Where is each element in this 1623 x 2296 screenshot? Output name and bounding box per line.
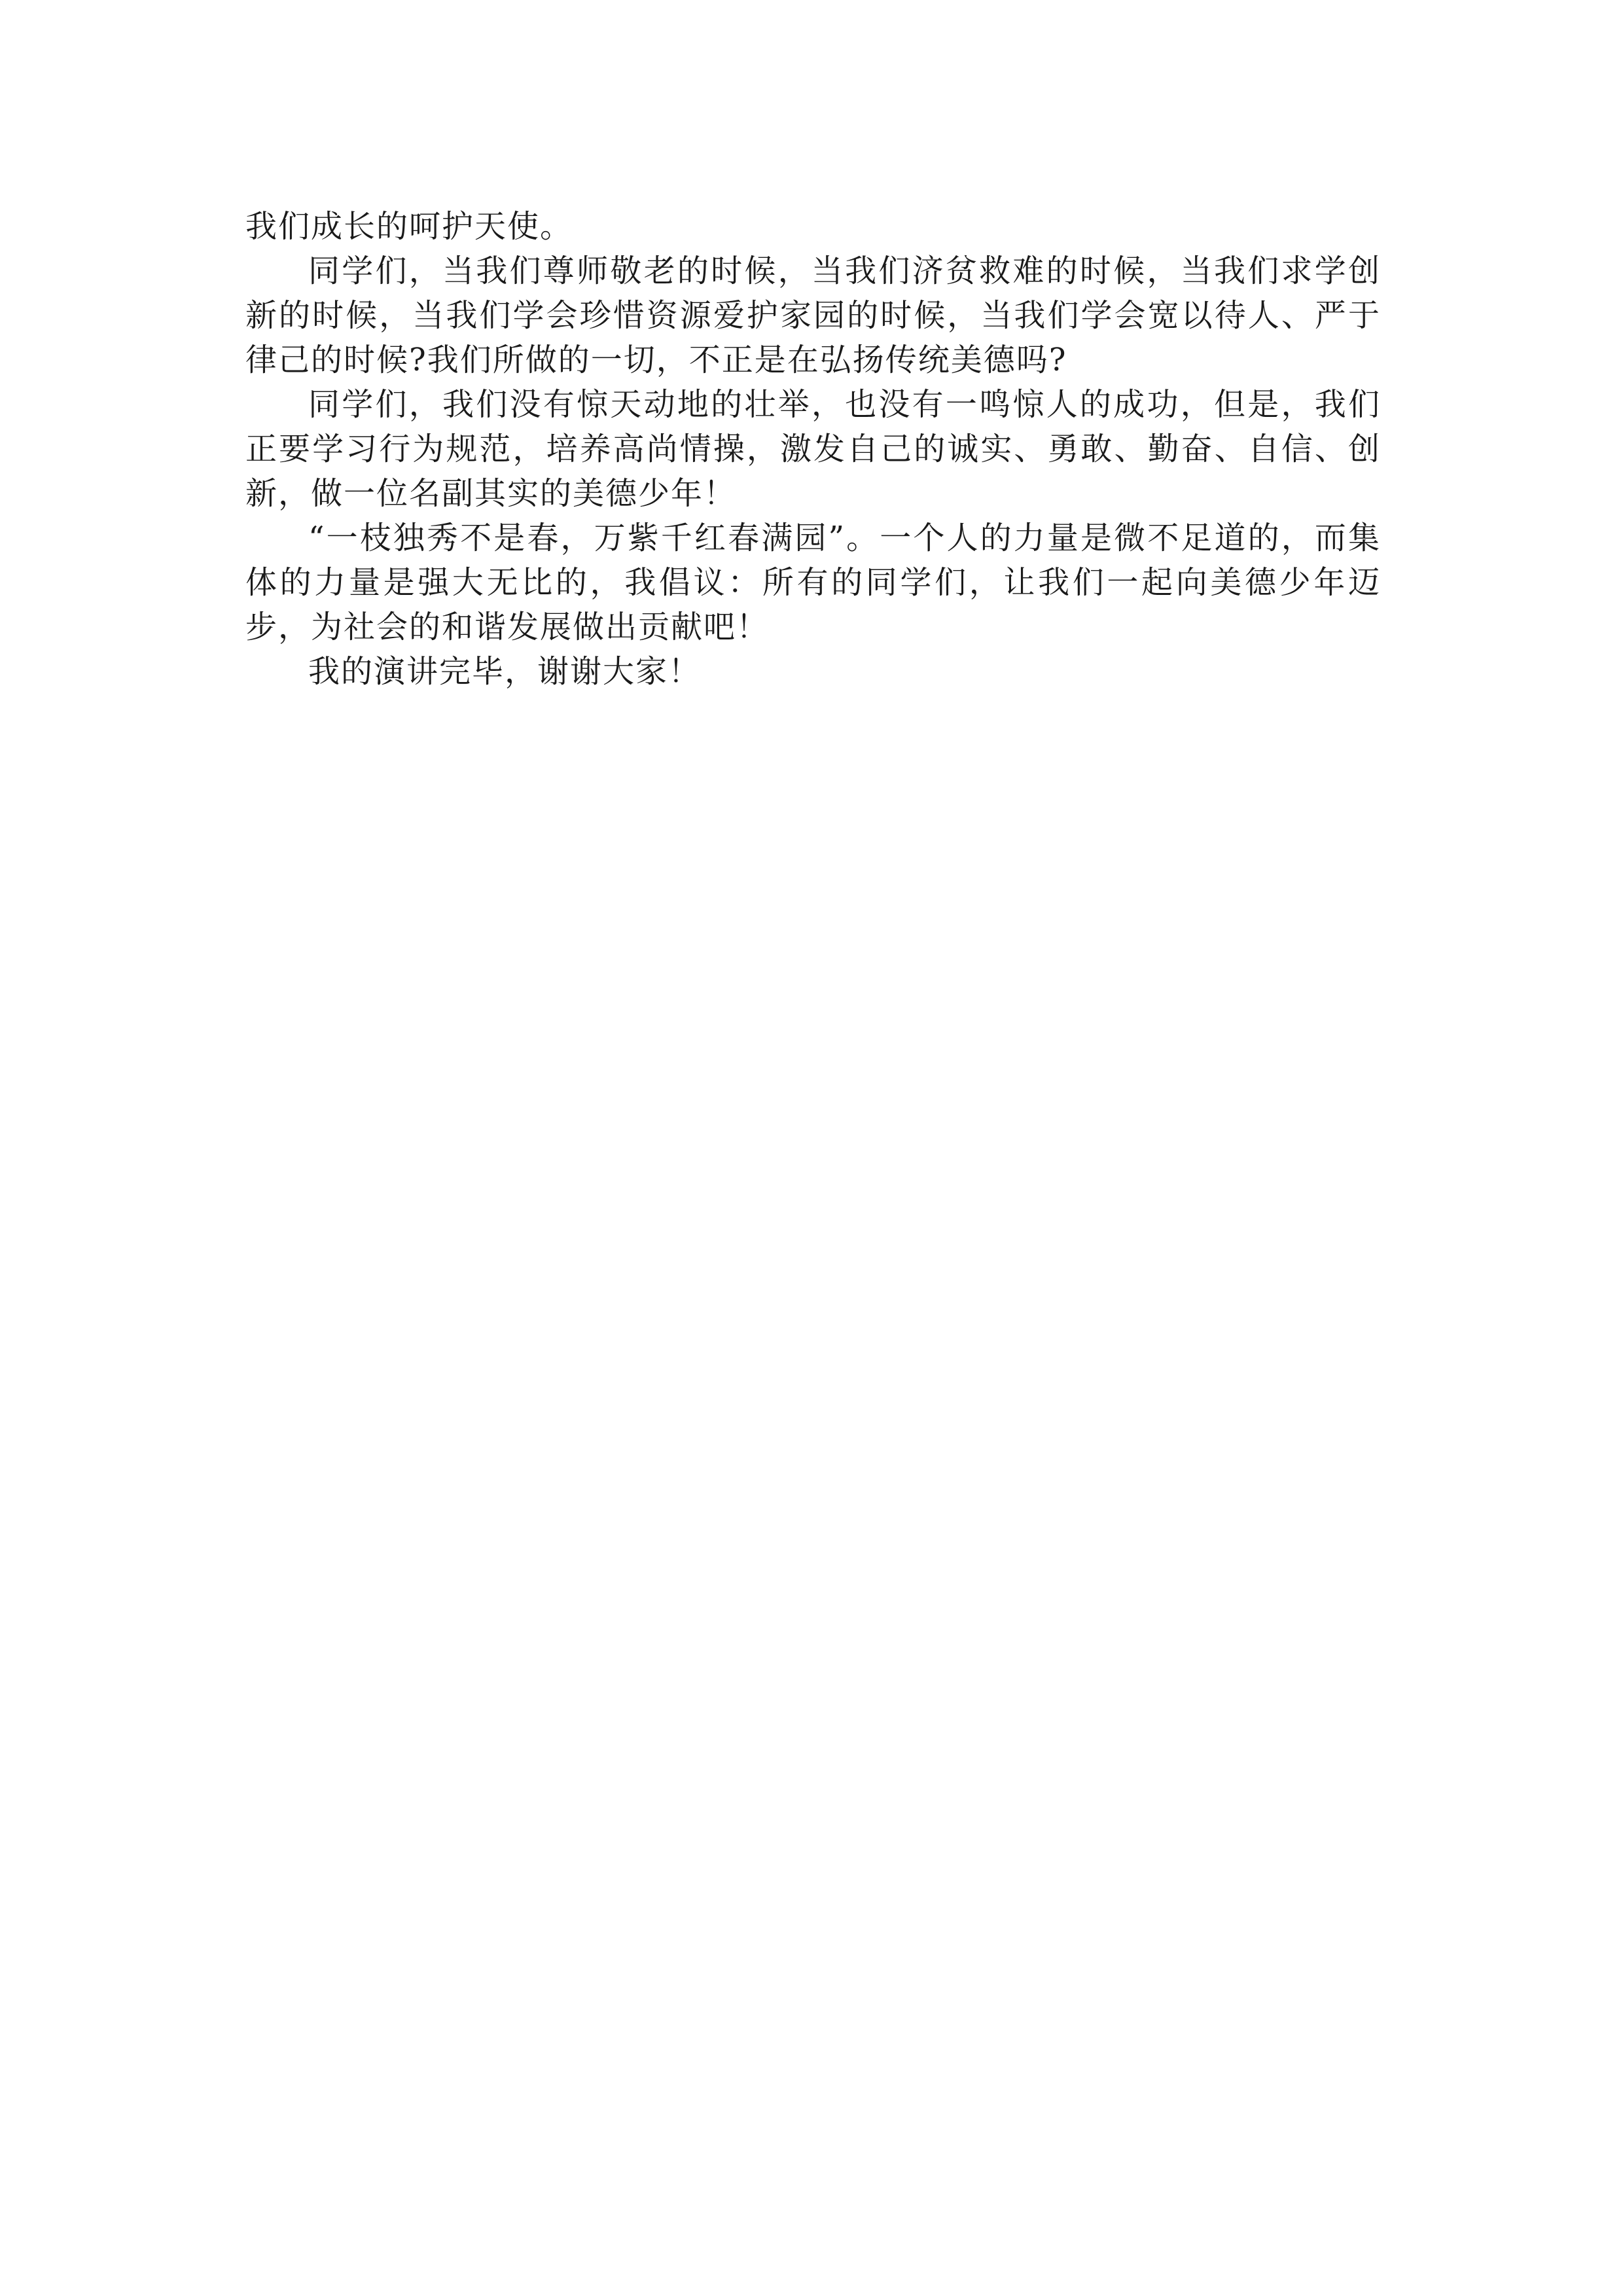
paragraph-proposal: “一枝独秀不是春，万紫千红春满园”。一个人的力量是微不足道的，而集体的力量是强大无比的，我倡议：所有的同学们，让我们一起向美德少年迈步，为社会的和谐发展做出贡献吧！: [245, 520, 1381, 645]
paragraph-respect-teachers: 同学们，当我们尊师敬老的时候，当我们济贫救难的时候，当我们求学创新的时候，当我们学会珍惜资源爱护家园的时候，当我们学会宽以待人、严于律己的时候?我们所做的一切，不正是在弘扬传统美德吗?: [245, 253, 1381, 378]
document-body: [245, 204, 1381, 694]
paragraph-closing: 我的演讲完毕，谢谢大家！: [308, 653, 702, 690]
paragraph-continuation: 我们成长的呵护天使。: [245, 208, 573, 245]
paragraph-moral-youth: 同学们，我们没有惊天动地的壮举，也没有一鸣惊人的成功，但是，我们正要学习行为规范，培养高尚情操，激发自己的诚实、勇敢、勤奋、自信、创新，做一位名副其实的美德少年！: [245, 386, 1381, 512]
